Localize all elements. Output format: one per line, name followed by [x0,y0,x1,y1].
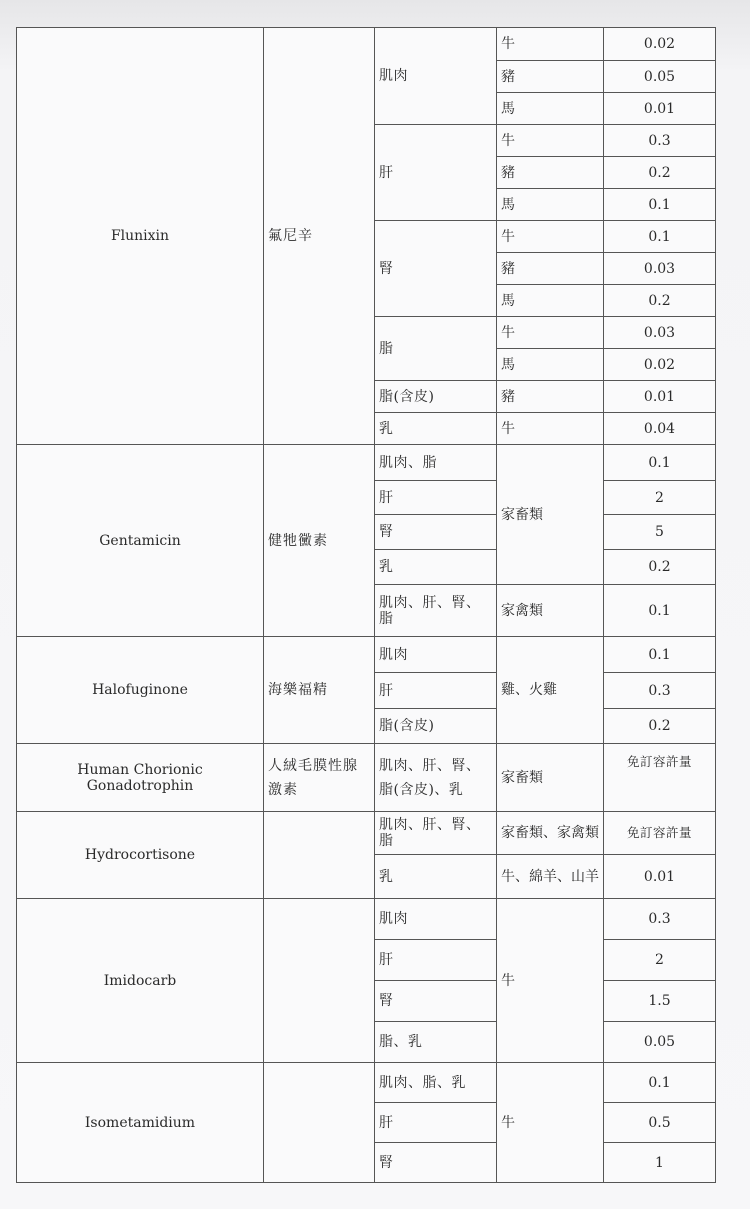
species-cell: 豬 [497,253,604,285]
tissue-cell: 肌肉 [375,899,497,940]
drug-name-en-line: Human Chorionic [77,761,203,778]
table-row [17,28,716,61]
species-cell: 牛 [497,28,604,61]
species-cell: 牛、綿羊、山羊 [497,855,604,899]
drug-name-en [17,744,264,812]
species-cell: 牛 [497,413,604,445]
residue-limit-table [16,27,716,1183]
mrl-value: 0.3 [604,125,716,157]
tissue-cell: 脂(含皮) [375,381,497,413]
tissue-cell: 腎 [375,981,497,1022]
mrl-value: 0.3 [604,673,716,709]
tissue-cell: 肌肉、脂 [375,445,497,481]
mrl-value: 1.5 [604,981,716,1022]
tissue-cell: 肌肉、肝、腎、脂 [375,585,497,637]
tissue-cell: 脂 [375,317,497,381]
tissue-cell: 腎 [375,515,497,550]
mrl-value: 0.1 [604,1063,716,1103]
table-row [17,812,716,855]
mrl-value: 0.01 [604,93,716,125]
table-row [17,445,716,481]
mrl-value: 2 [604,940,716,981]
mrl-value: 0.2 [604,550,716,585]
mrl-value: 5 [604,515,716,550]
tissue-cell: 脂(含皮) [375,709,497,744]
tissue-cell: 肌肉、肝、腎、脂 [375,812,497,855]
mrl-value: 0.02 [604,28,716,61]
tissue-cell: 肌肉 [375,28,497,125]
mrl-value: 0.1 [604,585,716,637]
species-cell: 馬 [497,285,604,317]
tissue-cell: 腎 [375,221,497,317]
mrl-value: 0.05 [604,1022,716,1063]
mrl-value: 0.03 [604,317,716,349]
tissue-cell: 肌肉 [375,637,497,673]
species-cell: 豬 [497,157,604,189]
mrl-value: 0.1 [604,221,716,253]
drug-name-en: Isometamidium [17,1063,264,1183]
mrl-value: 2 [604,481,716,515]
drug-name-en: Imidocarb [17,899,264,1063]
mrl-value: 0.1 [604,445,716,481]
drug-name-zh [264,1063,375,1183]
mrl-value: 0.01 [604,855,716,899]
tissue-cell: 肌肉、肝、腎、脂(含皮)、乳 [375,744,497,812]
drug-name-en: Flunixin [17,28,264,445]
mrl-value: 0.5 [604,1103,716,1143]
species-cell: 家畜類 [497,744,604,812]
mrl-value: 0.3 [604,899,716,940]
mrl-value: 0.2 [604,157,716,189]
mrl-value: 免訂容許量 [604,744,716,812]
mrl-value: 0.1 [604,637,716,673]
drug-name-en: Gentamicin [17,445,264,637]
mrl-value: 0.03 [604,253,716,285]
species-cell: 牛 [497,899,604,1063]
species-cell: 馬 [497,189,604,221]
drug-name-en: Hydrocortisone [17,812,264,899]
species-cell: 家畜類、家禽類 [497,812,604,855]
drug-name-zh [264,899,375,1063]
tissue-cell: 乳 [375,855,497,899]
table-row [17,899,716,940]
species-cell: 豬 [497,381,604,413]
tissue-cell: 乳 [375,413,497,445]
drug-name-en-line: Gonadotrophin [86,777,194,794]
mrl-value: 0.2 [604,285,716,317]
table-row [17,744,716,812]
table-row [17,1063,716,1103]
drug-name-zh: 人絨毛膜性腺激素 [264,744,375,812]
table-row [17,637,716,673]
species-cell: 牛 [497,1063,604,1183]
tissue-cell: 乳 [375,550,497,585]
species-cell: 牛 [497,221,604,253]
tissue-cell: 肝 [375,940,497,981]
tissue-cell: 肝 [375,481,497,515]
tissue-cell: 肝 [375,673,497,709]
mrl-value: 0.1 [604,189,716,221]
tissue-cell: 脂、乳 [375,1022,497,1063]
species-cell: 牛 [497,317,604,349]
species-cell: 馬 [497,349,604,381]
species-cell: 馬 [497,93,604,125]
species-cell: 家禽類 [497,585,604,637]
tissue-cell: 肝 [375,125,497,221]
drug-name-en: Halofuginone [17,637,264,744]
mrl-value: 0.2 [604,709,716,744]
species-cell: 豬 [497,61,604,93]
drug-name-zh [264,812,375,899]
mrl-value: 0.04 [604,413,716,445]
mrl-value: 1 [604,1143,716,1183]
mrl-value: 免訂容許量 [604,812,716,855]
drug-name-zh: 健牠黴素 [264,445,375,637]
mrl-value: 0.02 [604,349,716,381]
drug-name-zh: 氟尼辛 [264,28,375,445]
species-cell: 家畜類 [497,445,604,585]
drug-name-zh: 海樂福精 [264,637,375,744]
tissue-cell: 肌肉、脂、乳 [375,1063,497,1103]
tissue-cell: 肝 [375,1103,497,1143]
species-cell: 雞、火雞 [497,637,604,744]
tissue-cell: 腎 [375,1143,497,1183]
species-cell: 牛 [497,125,604,157]
mrl-value: 0.05 [604,61,716,93]
mrl-value: 0.01 [604,381,716,413]
